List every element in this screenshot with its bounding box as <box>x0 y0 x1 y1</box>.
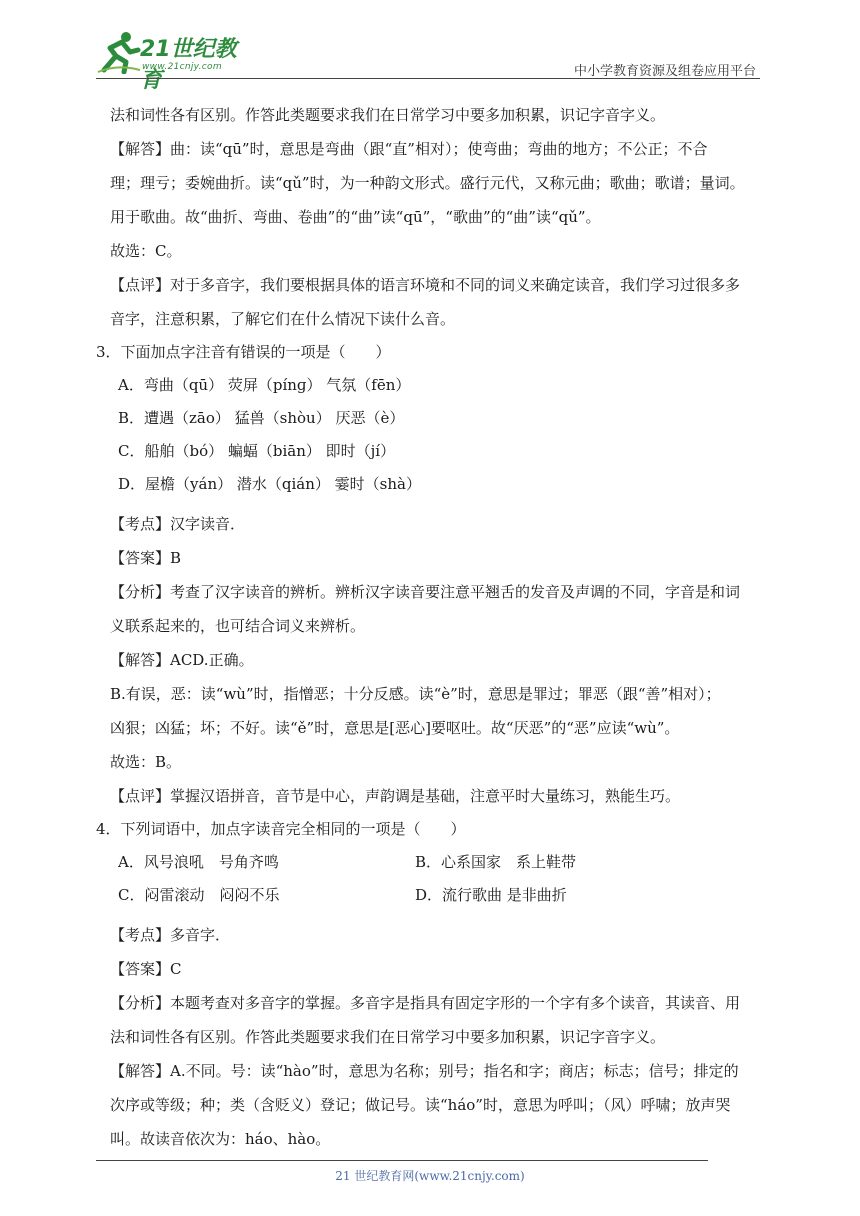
answer: 【答案】B <box>110 549 182 567</box>
solution: B.有误，恶：读“wù”时，指憎恶；十分反感。读“è”时，意思是罪过；罪恶（跟“善”相对）； <box>110 685 721 703</box>
analysis: 【分析】本题考查对多音字的掌握。多音字是指具有固定字形的一个字有多个读音，其读音、用 <box>110 994 741 1012</box>
solution: 次序或等级；种；类（含贬义）登记；做记号。读“háo”时，意思为呼叫；（风）呼啸；放声哭 <box>110 1096 731 1114</box>
page-body <box>96 98 766 1156</box>
paragraph: 音字，注意积累，了解它们在什么情况下读什么音。 <box>110 310 456 328</box>
options-row <box>96 879 766 912</box>
logo-text: 21世纪教育 <box>140 37 237 93</box>
paragraph: 用于歌曲。故“曲折、弯曲、卷曲”的“曲”读“qū”，“歌曲”的“曲”读“qǔ”。 <box>110 208 601 226</box>
header-tagline: 中小学教育资源及组卷应用平台 <box>573 64 756 79</box>
footer-divider <box>96 1160 708 1161</box>
option-d: D．流行歌曲 是非曲折 <box>415 886 567 904</box>
option-b: B．心系国家 系上鞋带 <box>415 853 577 871</box>
paragraph: 故选：C。 <box>110 242 182 260</box>
option-c: C．闷雷滚动 闷闷不乐 <box>118 886 280 904</box>
analysis: 义联系起来的，也可结合词义来辨析。 <box>110 617 366 635</box>
paragraph: 理；理亏；委婉曲折。读“qǔ”时，为一种韵文形式。盛行元代，又称元曲；歌曲；歌谱；量词。 <box>110 174 745 192</box>
analysis: 【分析】考查了汉字读音的辨析。辨析汉字读音要注意平翘舌的发音及声调的不同，字音是和词 <box>110 583 741 601</box>
page-header <box>96 30 760 93</box>
comment: 【点评】掌握汉语拼音，音节是中心，声韵调是基础，注意平时大量练习，熟能生巧。 <box>110 787 681 805</box>
solution: 【解答】ACD.正确。 <box>110 651 254 669</box>
question-stem: 3．下面加点字注音有错误的一项是（ ） <box>96 343 391 361</box>
option-a: A．弯曲（qū） 荧屏（pínɡ） 气氛（fēn） <box>118 376 411 394</box>
options-row <box>96 846 766 879</box>
kaodian: 【考点】多音字． <box>110 926 231 944</box>
answer: 【答案】C <box>110 960 182 978</box>
option-a: A．风号浪吼 号角齐鸣 <box>118 853 279 871</box>
paragraph: 【解答】曲：读“qū”时，意思是弯曲（跟“直”相对）；使弯曲；弯曲的地方；不公正；不合 <box>110 140 708 158</box>
option-d: D．屋檐（yán） 潜水（qián） 霎时（shà） <box>118 475 421 493</box>
header-divider <box>96 78 760 79</box>
analysis: 法和词性各有区别。作答此类题要求我们在日常学习中要多加积累，识记字音字义。 <box>110 1028 666 1046</box>
logo <box>96 30 256 93</box>
runner-logo-icon <box>96 30 142 74</box>
question-stem: 4．下列词语中，加点字读音完全相同的一项是（ ） <box>96 820 466 838</box>
paragraph: 【点评】对于多音字，我们要根据具体的语言环境和不同的词义来确定读音，我们学习过很多多 <box>110 276 741 294</box>
solution: 叫。故读音依次为：háo、hào。 <box>110 1130 331 1148</box>
logo-url: www.21cnjy.com <box>142 62 222 72</box>
paragraph: 法和词性各有区别。作答此类题要求我们在日常学习中要多加积累，识记字音字义。 <box>110 106 666 124</box>
kaodian: 【考点】汉字读音． <box>110 515 246 533</box>
solution: 凶狠；凶猛；坏；不好。读“ě”时，意思是[恶心]要呕吐。故“厌恶”的“恶”应读“wù”。 <box>110 719 680 737</box>
solution: 【解答】A.不同。号：读“hào”时，意思为名称；别号；指名和字；商店；标志；信号；排定的 <box>110 1062 739 1080</box>
choice: 故选：B。 <box>110 753 182 771</box>
option-b: B．遭遇（zāo） 猛兽（shòu） 厌恶（è） <box>118 409 405 427</box>
page-footer: 21 世纪教育网(www.21cnjy.com) <box>335 1169 525 1183</box>
option-c: C．船舶（bó） 蝙蝠（biān） 即时（jí） <box>118 442 396 460</box>
